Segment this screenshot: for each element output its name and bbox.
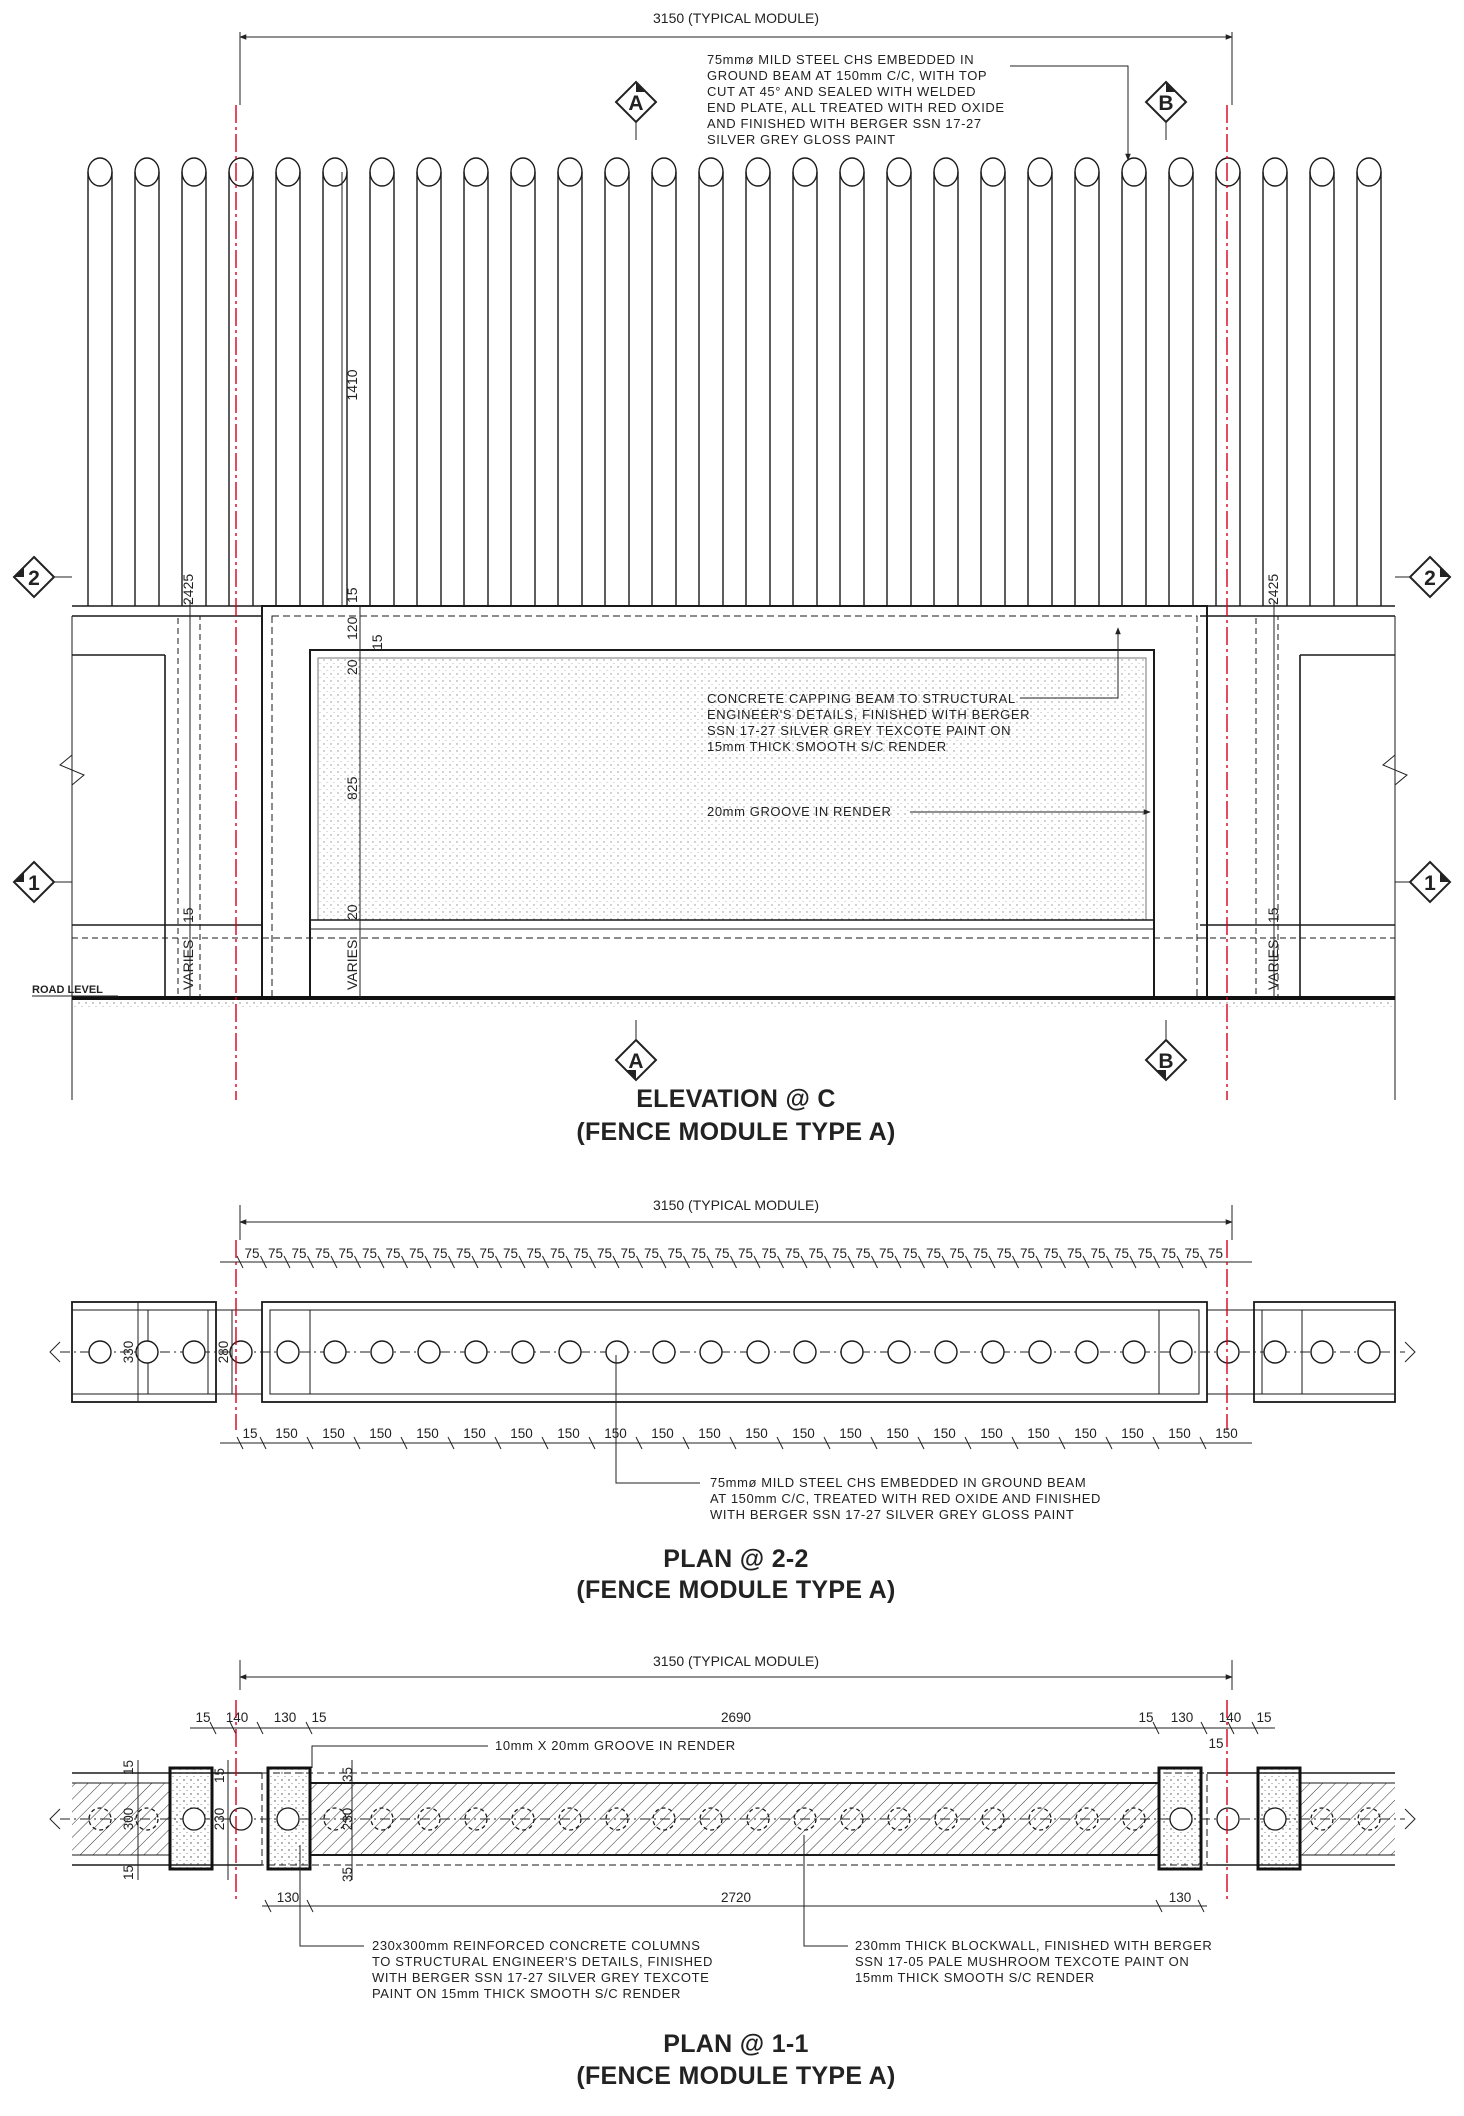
steel-post	[135, 158, 159, 606]
svg-text:230x300mm REINFORCED CONCRETE: 230x300mm REINFORCED CONCRETE COLUMNS	[372, 1938, 701, 1953]
post-circle	[1029, 1341, 1051, 1363]
dim-15-right: 15	[1265, 907, 1281, 923]
post-circle	[371, 1341, 393, 1363]
post-circle	[1311, 1341, 1333, 1363]
dim-150: 150	[604, 1426, 627, 1441]
plan22-break-right	[1405, 1342, 1415, 1362]
dim-75: 75	[455, 1246, 472, 1261]
dim-75: 75	[385, 1246, 401, 1261]
side-dim-35-a: 35	[340, 1766, 355, 1782]
dim-150: 150	[698, 1426, 721, 1441]
dim-75: 75	[808, 1246, 824, 1261]
svg-text:END PLATE, ALL TREATED WITH RE: END PLATE, ALL TREATED WITH RED OXIDE	[707, 100, 1005, 115]
steel-post	[840, 158, 864, 606]
dim-140-b: 140	[1218, 1710, 1242, 1725]
side-dim-300: 300	[121, 1807, 136, 1831]
dim-75: 75	[338, 1246, 354, 1261]
dim-75: 75	[432, 1246, 448, 1261]
dim-15-c: 15	[1138, 1710, 1154, 1725]
dim-75: 75	[573, 1246, 589, 1261]
post-circle	[230, 1808, 252, 1830]
dim-130-c: 130	[276, 1890, 300, 1905]
right-wall-stub	[1200, 606, 1395, 1100]
post-circle	[653, 1341, 675, 1363]
steel-post	[182, 158, 206, 606]
plan22-break-left	[50, 1342, 60, 1362]
steel-post	[417, 158, 441, 606]
svg-text:2: 2	[28, 567, 40, 590]
chs-note	[707, 52, 1128, 160]
level-marker-2-left	[14, 557, 72, 597]
dim-2720: 2720	[720, 1890, 752, 1905]
post-circle	[418, 1341, 440, 1363]
dim-75: 75	[996, 1246, 1012, 1261]
post-circle	[1170, 1341, 1192, 1363]
svg-text:A: A	[628, 92, 644, 115]
plan11-wall-note	[804, 1835, 1212, 1985]
steel-post	[699, 158, 723, 606]
svg-text:WITH BERGER SSN 17-27 SILVER G: WITH BERGER SSN 17-27 SILVER GREY GLOSS PAINT	[710, 1507, 1075, 1522]
dim-150: 150	[1074, 1426, 1097, 1441]
plan-2-2-view	[50, 1197, 1415, 1604]
plan11-break-left	[50, 1809, 60, 1829]
dim-75: 75	[690, 1246, 707, 1261]
section-marker-a-bottom	[616, 1020, 656, 1080]
post-circle	[700, 1341, 722, 1363]
svg-text:CUT AT 45° AND SEALED WITH WEL: CUT AT 45° AND SEALED WITH WELDED	[707, 84, 977, 99]
steel-post	[1357, 158, 1381, 606]
plan22-title: PLAN @ 2-2	[663, 1545, 809, 1573]
steel-post	[605, 158, 629, 606]
dim-75: 75	[549, 1246, 566, 1261]
side-dim-15-c: 15	[212, 1767, 227, 1783]
svg-text:15mm THICK SMOOTH S/C RENDER: 15mm THICK SMOOTH S/C RENDER	[707, 739, 947, 754]
dim-75: 75	[244, 1246, 260, 1261]
dim-75: 75	[949, 1246, 965, 1261]
side-dim-15-e: 15	[1208, 1736, 1224, 1751]
section-marker-a-top	[616, 82, 656, 140]
svg-text:SSN 17-27 SILVER GREY TEXCOTE: SSN 17-27 SILVER GREY TEXCOTE PAINT ON	[707, 723, 1012, 738]
steel-post	[887, 158, 911, 606]
level-marker-1-right	[1395, 862, 1450, 902]
post-circle	[982, 1341, 1004, 1363]
svg-text:SILVER GREY GLOSS PAINT: SILVER GREY GLOSS PAINT	[707, 132, 896, 147]
dim-150: 150	[933, 1426, 956, 1441]
elevation-view	[14, 10, 1450, 1146]
level-marker-2-right	[1395, 557, 1450, 597]
dim-150: 150	[745, 1426, 768, 1441]
plan22-bottom-dims	[237, 1426, 1238, 1449]
plan11-column-note	[300, 1845, 713, 2001]
svg-text:B: B	[1158, 1050, 1174, 1073]
post-circle	[183, 1341, 205, 1363]
post-circle	[1217, 1341, 1239, 1363]
post-circle	[1217, 1808, 1239, 1830]
steel-post	[934, 158, 958, 606]
svg-text:20mm GROOVE IN RENDER: 20mm GROOVE IN RENDER	[707, 804, 892, 819]
post-circle	[277, 1341, 299, 1363]
post-circle	[1264, 1341, 1286, 1363]
dim-75: 75	[1113, 1246, 1130, 1261]
steel-post	[1169, 158, 1193, 606]
dim-75: 75	[1019, 1246, 1036, 1261]
dim-150: 150	[1121, 1426, 1144, 1441]
dim-75: 75	[620, 1246, 636, 1261]
dim-130-a: 130	[273, 1710, 297, 1725]
post-circle	[512, 1341, 534, 1363]
dim-75: 75	[1090, 1246, 1106, 1261]
side-dim-35-b: 35	[340, 1866, 355, 1882]
dim-150: 150	[1168, 1426, 1191, 1441]
post-circle	[136, 1341, 158, 1363]
post-circle	[1170, 1808, 1192, 1830]
module-dimension-label: 3150 (TYPICAL MODULE)	[653, 10, 819, 26]
post-circle	[324, 1341, 346, 1363]
dim-150: 150	[980, 1426, 1003, 1441]
section-marker-b-top	[1146, 82, 1186, 140]
dim-150: 150	[369, 1426, 392, 1441]
side-dim-15-b: 15	[121, 1864, 136, 1880]
steel-post	[1216, 158, 1240, 606]
plan22-module-dim-label: 3150 (TYPICAL MODULE)	[653, 1197, 819, 1213]
dim-75: 75	[1043, 1246, 1059, 1261]
steel-post	[1028, 158, 1052, 606]
dim-150: 150	[651, 1426, 674, 1441]
dim-75: 75	[1160, 1246, 1177, 1261]
varies-left: VARIES	[180, 939, 196, 990]
steel-post	[370, 158, 394, 606]
dim-75: 75	[1066, 1246, 1083, 1261]
dim-75: 75	[784, 1246, 801, 1261]
svg-text:2: 2	[1424, 567, 1436, 590]
dim-75: 75	[855, 1246, 871, 1261]
dim-150: 150	[1215, 1426, 1238, 1441]
dim-75: 75	[761, 1246, 777, 1261]
plan22-walls	[72, 1302, 1395, 1402]
steel-post	[511, 158, 535, 606]
dim-150: 150	[463, 1426, 486, 1441]
dim-150: 150	[322, 1426, 345, 1441]
post-circle	[1358, 1341, 1380, 1363]
dim-75: 75	[737, 1246, 754, 1261]
dim-120: 120	[344, 616, 360, 640]
dim-150: 150	[416, 1426, 439, 1441]
plan22-top-dims	[237, 1246, 1223, 1268]
side-dim-15-a: 15	[121, 1759, 136, 1775]
steel-post	[652, 158, 676, 606]
svg-text:AND FINISHED WITH BERGER SSN 1: AND FINISHED WITH BERGER SSN 17-27	[707, 116, 982, 131]
post-circle	[841, 1341, 863, 1363]
dim-15-top: 15	[344, 587, 360, 603]
post-circle	[183, 1808, 205, 1830]
dim-150: 15	[242, 1426, 258, 1441]
steel-post	[1263, 158, 1287, 606]
post-circle	[747, 1341, 769, 1363]
dim-75: 75	[902, 1246, 918, 1261]
dim-75: 75	[643, 1246, 660, 1261]
dim-150: 150	[1027, 1426, 1050, 1441]
dim-15-b: 15	[311, 1710, 327, 1725]
steel-post	[746, 158, 770, 606]
dim-75: 75	[408, 1246, 425, 1261]
svg-text:1: 1	[28, 872, 40, 895]
svg-text:CONCRETE CAPPING BEAM TO STRUC: CONCRETE CAPPING BEAM TO STRUCTURAL	[707, 691, 1016, 706]
svg-text:230mm THICK BLOCKWALL, FINISHE: 230mm THICK BLOCKWALL, FINISHED WITH BERGER	[855, 1938, 1213, 1953]
dim-75: 75	[502, 1246, 519, 1261]
plan11-break-right	[1405, 1809, 1415, 1829]
svg-text:ENGINEER'S DETAILS, FINISHED W: ENGINEER'S DETAILS, FINISHED WITH BERGER	[707, 707, 1031, 722]
road-level-label: ROAD LEVEL	[32, 984, 103, 996]
svg-text:TO STRUCTURAL ENGINEER'S DETAI: TO STRUCTURAL ENGINEER'S DETAILS, FINISHED	[372, 1954, 713, 1969]
svg-text:AT 150mm C/C, TREATED WITH RED: AT 150mm C/C, TREATED WITH RED OXIDE AND FINISHED	[710, 1491, 1102, 1506]
plan11-subtitle: (FENCE MODULE TYPE A)	[576, 2062, 896, 2090]
dim-140-a: 140	[225, 1710, 249, 1725]
plan22-dim-280: 280	[216, 1340, 231, 1364]
svg-text:B: B	[1158, 92, 1174, 115]
post-circle	[230, 1341, 252, 1363]
dim-150: 150	[839, 1426, 862, 1441]
dim-75: 75	[361, 1246, 378, 1261]
dim-75: 75	[526, 1246, 542, 1261]
post-circle	[1264, 1808, 1286, 1830]
svg-text:GROUND BEAM AT 150mm C/C, WITH: GROUND BEAM AT 150mm C/C, WITH TOP	[707, 68, 988, 83]
elevation-title: ELEVATION @ C	[636, 1085, 836, 1113]
post-circle	[935, 1341, 957, 1363]
steel-post	[229, 158, 253, 606]
steel-post	[981, 158, 1005, 606]
plan11-module-dim-label: 3150 (TYPICAL MODULE)	[653, 1653, 819, 1669]
dim-75: 75	[1207, 1246, 1224, 1261]
ground-line	[72, 998, 1395, 1007]
dim-150: 150	[886, 1426, 909, 1441]
svg-text:PAINT ON 15mm THICK SMOOTH S/C: PAINT ON 15mm THICK SMOOTH S/C RENDER	[372, 1986, 681, 2001]
steel-post	[1122, 158, 1146, 606]
dim-20-bottom: 20	[344, 904, 360, 920]
plan-1-1-view	[50, 1653, 1415, 2090]
steel-post	[1310, 158, 1334, 606]
post-circle	[794, 1341, 816, 1363]
svg-text:A: A	[628, 1050, 644, 1073]
dim-15-left: 15	[180, 907, 196, 923]
plan11-groove-note	[312, 1738, 736, 1768]
post-circle	[888, 1341, 910, 1363]
post-circle	[465, 1341, 487, 1363]
varies-right: VARIES	[1265, 939, 1281, 990]
dim-75: 75	[291, 1246, 307, 1261]
steel-post	[1075, 158, 1099, 606]
svg-text:75mmø MILD STEEL CHS EMBEDDED: 75mmø MILD STEEL CHS EMBEDDED IN GROUND BEAM	[710, 1475, 1087, 1490]
side-dim-230-a: 230	[212, 1807, 227, 1831]
side-dim-230-b: 230	[340, 1807, 355, 1831]
left-wall-stub	[72, 606, 262, 1100]
dim-130-d: 130	[1168, 1890, 1192, 1905]
dim-75: 75	[972, 1246, 989, 1261]
dim-75: 75	[596, 1246, 613, 1261]
dim-75: 75	[667, 1246, 683, 1261]
steel-post	[276, 158, 300, 606]
steel-posts	[88, 158, 1381, 606]
svg-text:10mm X 20mm GROOVE IN RENDER: 10mm X 20mm GROOVE IN RENDER	[495, 1738, 736, 1753]
svg-text:WITH BERGER SSN 17-27 SILVER G: WITH BERGER SSN 17-27 SILVER GREY TEXCOTE	[372, 1970, 710, 1985]
svg-text:1: 1	[1424, 872, 1436, 895]
varies-mid: VARIES	[344, 939, 360, 990]
steel-post	[558, 158, 582, 606]
dim-75: 75	[1184, 1246, 1200, 1261]
plan22-subtitle: (FENCE MODULE TYPE A)	[576, 1576, 896, 1604]
steel-post	[464, 158, 488, 606]
dim-75: 75	[831, 1246, 848, 1261]
post-circle	[1123, 1341, 1145, 1363]
dim-75: 75	[925, 1246, 942, 1261]
dim-150: 150	[510, 1426, 533, 1441]
post-circle	[89, 1341, 111, 1363]
steel-post	[793, 158, 817, 606]
post-circle	[277, 1808, 299, 1830]
post-circle	[606, 1341, 628, 1363]
dim-1410: 1410	[344, 369, 360, 401]
dim-150: 150	[275, 1426, 298, 1441]
dim-825: 825	[344, 776, 360, 800]
level-marker-1-left	[14, 862, 72, 902]
dim-75: 75	[314, 1246, 331, 1261]
dim-75: 75	[479, 1246, 495, 1261]
dim-130-b: 130	[1170, 1710, 1194, 1725]
steel-post	[88, 158, 112, 606]
dim-75: 75	[267, 1246, 284, 1261]
post-circle	[559, 1341, 581, 1363]
dim-2690: 2690	[720, 1710, 752, 1725]
section-marker-b-bottom	[1146, 1020, 1186, 1080]
dim-75: 75	[714, 1246, 730, 1261]
dim-75: 75	[1137, 1246, 1153, 1261]
elevation-subtitle: (FENCE MODULE TYPE A)	[576, 1118, 896, 1146]
dim-150: 150	[557, 1426, 580, 1441]
dim-75: 75	[878, 1246, 895, 1261]
dim-15-a: 15	[195, 1710, 211, 1725]
svg-text:15mm THICK SMOOTH S/C RENDER: 15mm THICK SMOOTH S/C RENDER	[855, 1970, 1095, 1985]
dim-150: 150	[792, 1426, 815, 1441]
dim-2425-left: 2425	[180, 573, 196, 605]
dim-15-d: 15	[1256, 1710, 1272, 1725]
svg-text:75mmø MILD STEEL CHS EMBEDDED: 75mmø MILD STEEL CHS EMBEDDED IN	[707, 52, 975, 67]
dim-20-top: 20	[344, 659, 360, 675]
dim-15-second: 15	[369, 634, 385, 650]
capping-beam-panel	[262, 606, 1207, 998]
dim-2425-right: 2425	[1265, 573, 1281, 605]
post-circle	[1076, 1341, 1098, 1363]
plan22-dim-330: 330	[121, 1340, 136, 1364]
svg-text:SSN 17-05 PALE MUSHROOM TEXCO: SSN 17-05 PALE MUSHROOM TEXCOTE PAINT ON	[855, 1954, 1190, 1969]
plan11-title: PLAN @ 1-1	[663, 2030, 809, 2058]
